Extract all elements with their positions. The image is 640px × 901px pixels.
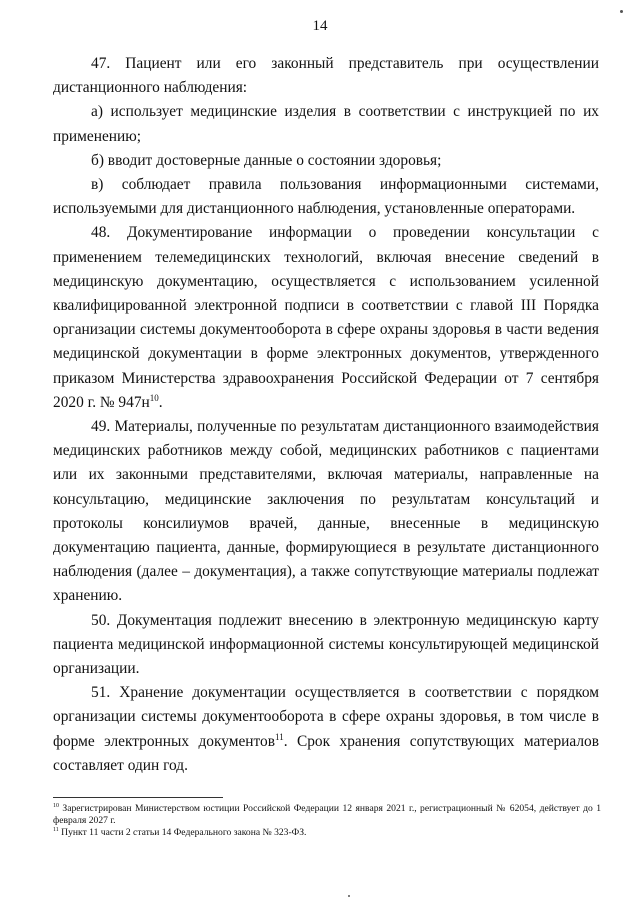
paragraph-50: 50. Документация подлежит внесению в электронную медицинскую карту пациента медицинской информационной системы консультирующей медицинской организации. <box>53 611 599 678</box>
footnote-10 <box>53 803 601 827</box>
paragraph-47: 47. Пациент или его законный представитель при осуществлении дистанционного наблюдения: <box>53 55 599 97</box>
footnote-ref-10: 10 <box>149 392 159 403</box>
footnote-11 <box>53 827 601 839</box>
paragraph-48 <box>53 221 599 415</box>
footnote-ref-11: 11 <box>275 731 284 742</box>
footnote-text: Зарегистрирован Министерством юстиции Российской Федерации 12 января 2021 г., регистрационный № 62054, действует до 1 февраля 2027 г. <box>53 803 601 827</box>
paragraph-47-b: б) вводит достоверные данные о состоянии здоровья; <box>91 151 442 169</box>
document-body <box>53 52 599 778</box>
footnote-text: Пункт 11 части 2 статьи 14 Федерального закона № 323-ФЗ. <box>58 827 307 839</box>
page-number: 14 <box>312 18 328 34</box>
footnotes <box>53 803 601 840</box>
paragraph-51 <box>53 681 599 778</box>
paragraph-47-a: а) использует медицинские изделия в соответствии с инструкцией по их применению; <box>53 103 599 145</box>
footnote-number: 10 <box>53 803 59 809</box>
scan-speck <box>348 895 350 897</box>
scan-speck <box>620 10 623 13</box>
footnote-number: 11 <box>53 827 59 834</box>
paragraph-51-end: . Срок хранения сопутствующих материалов составляет один год. <box>53 732 599 774</box>
paragraph-47-c: в) соблюдает правила пользования информационными системами, используемыми для дистанционного наблюдения, установленные операторами. <box>53 176 599 218</box>
paragraph-51-text: 51. Хранение документации осуществляется в соответствии с порядком организации системы документооборота в сфере охраны здоровья, в том числе в форме электронных документов <box>53 684 599 750</box>
paragraph-48-text: 48. Документирование информации о проведении консультации с применением телемедицинских технологий, включая внесение сведений в медицинскую документацию, осуществляется с использованием усиленной квалифицированной электронной подписи в соответствии с главой III Порядка организации системы документооборота в сфере охраны здоровья в части ведения медицинской документации в форме электронных документов, утвержденного приказом Министерства здравоохранения Российской Федерации от 7 сентября 2020 г. № 947н <box>53 224 599 411</box>
footnote-divider <box>53 797 223 798</box>
paragraph-49: 49. Материалы, полученные по результатам дистанционного взаимодействия медицинских работников между собой, медицинских работников с пациентами или их законными представителями, включая материалы, направленные на консультацию, медицинские заключения по результатам консультаций и протоколы консилиумов врачей, данные, внесенные в медицинскую документацию пациента, данные, формирующиеся в результате дистанционного наблюдения (далее – документация), а также сопутствующие материалы подлежат хранению. <box>53 418 599 605</box>
paragraph-48-end: . <box>158 393 163 411</box>
